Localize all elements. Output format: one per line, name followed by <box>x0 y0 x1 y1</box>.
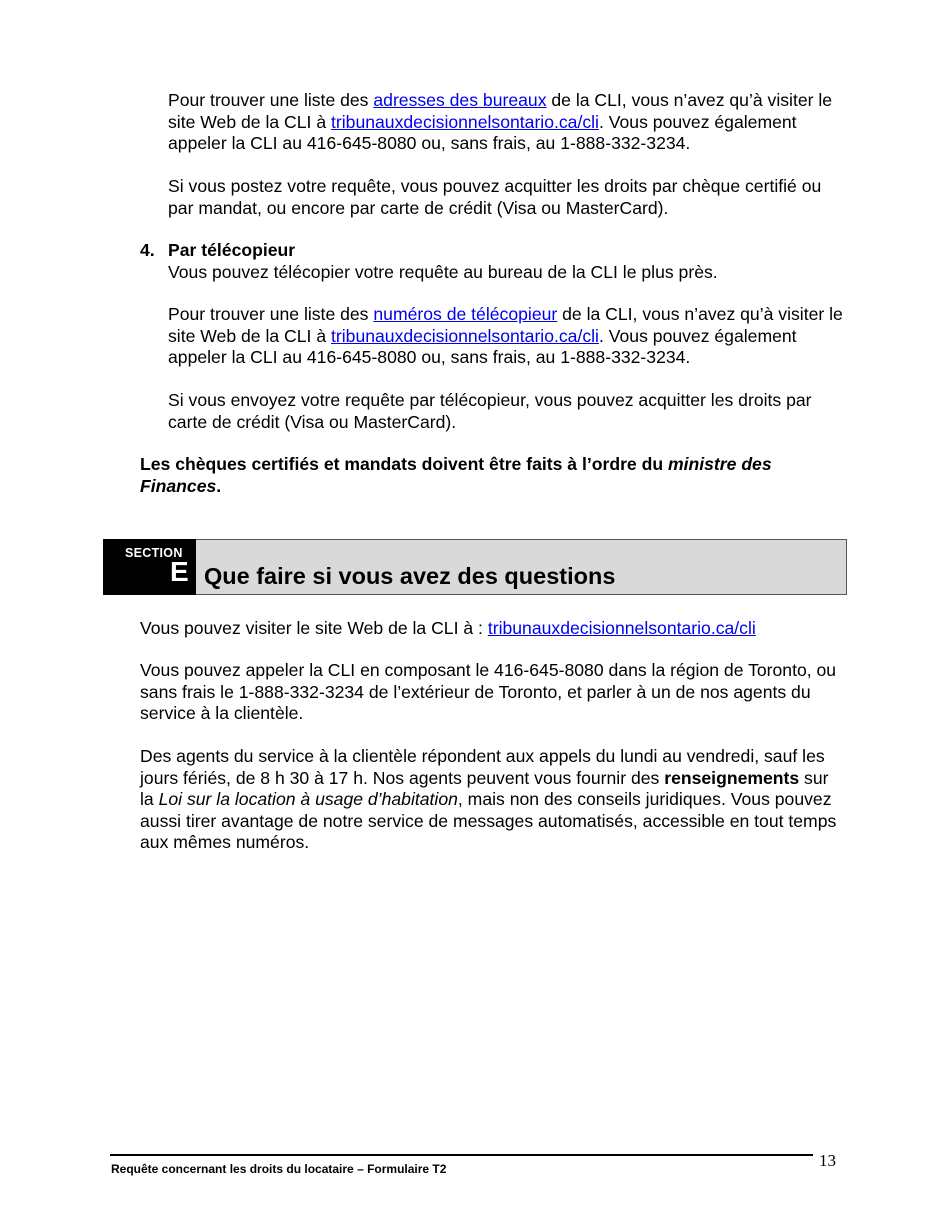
section-title: Que faire si vous avez des questions <box>204 563 616 589</box>
paragraph-office-addresses: Pour trouver une liste des adresses des bureaux de la CLI, vous n’avez qu’à visiter le site Web de la CLI à tribunauxdecisionnelsontario.ca/cli. Vous pouvez également appeler la CLI au 416-645-8080 ou, sans frais, au 1-888-332-3234. <box>168 90 833 153</box>
section-e-header <box>103 539 847 595</box>
paragraph-fax-intro: Vous pouvez télécopier votre requête au bureau de la CLI le plus près. <box>168 262 718 282</box>
link-tribunal-website[interactable]: tribunauxdecisionnelsontario.ca/cli <box>487 618 756 638</box>
link-tribunal-website[interactable]: tribunauxdecisionnelsontario.ca/cli <box>331 325 599 346</box>
list-item-4-heading <box>140 240 295 262</box>
footer-divider <box>110 1154 813 1156</box>
list-heading: Par télécopieur <box>168 240 296 260</box>
paragraph-fax-numbers: Pour trouver une liste des numéros de télécopieur de la CLI, vous n’avez qu’à visiter le site Web de la CLI à tribunauxdecisionnelsontario.ca/cli. Vous pouvez également appeler la CLI au 416-645-8080 ou, sans frais, au 1-888-332-3234. <box>168 304 843 367</box>
payable-to-note: Les chèques certifiés et mandats doivent être faits à l’ordre du ministre des Finances. <box>140 454 772 496</box>
paragraph-mail-payment: Si vous postez votre requête, vous pouvez acquitter les droits par chèque certifié ou par mandat, ou encore par carte de crédit (Visa ou MasterCard). <box>168 176 822 218</box>
page-number: 13 <box>819 1151 836 1170</box>
paragraph-agent-hours: Des agents du service à la clientèle répondent aux appels du lundi au vendredi, sauf les jours fériés, de 8 h 30 à 17 h. Nos agents peuvent vous fournir des renseignements sur la Loi sur la location à usage d’habitation, mais non des conseils juridiques. Vous pouvez aussi tirer avantage de notre service de messages automatisés, accessible en tout temps aux mêmes numéros. <box>140 746 837 852</box>
section-label <box>103 539 196 595</box>
link-office-addresses[interactable]: adresses des bureaux <box>373 90 547 110</box>
paragraph-fax-payment: Si vous envoyez votre requête par télécopieur, vous pouvez acquitter les droits par carte de crédit (Visa ou MasterCard). <box>168 390 812 432</box>
section-word: SECTION <box>125 546 183 560</box>
footer-form-title: Requête concernant les droits du locataire – Formulaire T2 <box>111 1162 447 1176</box>
list-number: 4. <box>140 240 155 260</box>
paragraph-visit-website: Vous pouvez visiter le site Web de la CLI à : tribunauxdecisionnelsontario.ca/cli <box>140 618 756 638</box>
section-letter: E <box>170 556 189 587</box>
link-fax-numbers[interactable]: numéros de télécopieur <box>373 304 558 324</box>
link-tribunal-website[interactable]: tribunauxdecisionnelsontario.ca/cli <box>331 111 599 132</box>
paragraph-call-ltb: Vous pouvez appeler la CLI en composant le 416-645-8080 dans la région de Toronto, ou sans frais le 1-888-332-3234 de l’extérieur de Toronto, et parler à un de nos agents du service à la clientèle. <box>140 660 837 723</box>
